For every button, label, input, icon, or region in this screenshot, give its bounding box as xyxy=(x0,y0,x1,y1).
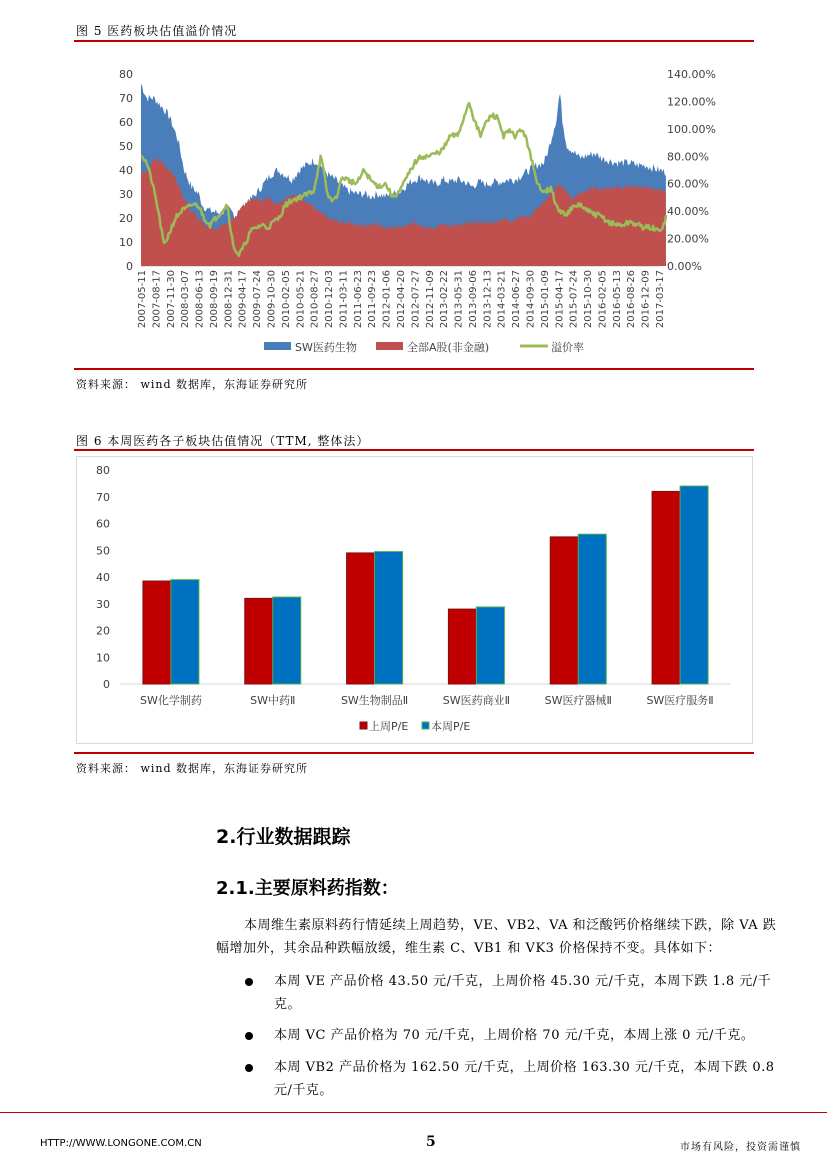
x-tick-label: 2015-04-17 xyxy=(554,270,566,329)
y-tick-label: 40 xyxy=(96,571,110,584)
y-left-tick-label: 20 xyxy=(119,212,133,225)
bar-last-week xyxy=(245,598,273,684)
bullet-dot xyxy=(245,1064,253,1072)
x-category-label: SW化学制药 xyxy=(139,694,202,707)
fig6-source: 资料来源： wind 数据库，东海证券研究所 xyxy=(76,762,309,775)
fig5-chart xyxy=(74,54,754,364)
x-category-label: SW生物制品Ⅱ xyxy=(340,694,409,707)
subsection-heading: 2.1.主要原料药指数： xyxy=(216,878,399,899)
y-right-tick-label: 80.00% xyxy=(667,150,709,164)
x-tick-label: 2013-09-06 xyxy=(467,270,479,329)
x-tick-label: 2014-03-21 xyxy=(496,270,508,329)
y-right-tick-label: 60.00% xyxy=(667,177,709,191)
y-right-tick-label: 20.00% xyxy=(667,232,709,246)
x-tick-label: 2015-07-24 xyxy=(568,269,580,329)
y-left-tick-label: 30 xyxy=(119,188,133,201)
x-tick-label: 2015-10-30 xyxy=(583,270,595,329)
y-right-tick-label: 120.00% xyxy=(667,95,716,109)
x-tick-label: 2014-06-27 xyxy=(511,270,523,329)
x-tick-label: 2012-04-20 xyxy=(396,270,407,329)
x-tick-label: 2012-07-27 xyxy=(410,270,422,329)
x-tick-label: 2013-12-13 xyxy=(482,270,494,329)
bar-this-week xyxy=(375,552,403,684)
x-tick-label: 2010-08-27 xyxy=(309,270,321,329)
x-tick-label: 2016-02-05 xyxy=(597,270,609,329)
x-tick-label: 2009-07-24 xyxy=(252,270,264,329)
x-tick-label: 2014-09-30 xyxy=(525,270,537,329)
x-tick-label: 2008-06-13 xyxy=(194,270,206,329)
x-category-label: SW医药商业Ⅱ xyxy=(442,694,511,707)
footer-slogan: 市场有风险，投资需谨慎 xyxy=(680,1142,801,1153)
x-tick-label: 2016-12-09 xyxy=(640,270,652,329)
fig5-top-rule xyxy=(74,40,754,42)
bar-last-week xyxy=(550,537,578,684)
x-tick-label: 2015-01-09 xyxy=(539,270,551,329)
y-tick-label: 20 xyxy=(96,624,110,638)
bullet-dot xyxy=(245,978,253,986)
fig6-bottom-rule xyxy=(74,752,754,754)
legend-swatch xyxy=(376,342,403,350)
x-tick-label: 2007-05-11 xyxy=(137,270,148,329)
fig6-title: 图 6 本周医药各子板块估值情况（TTM, 整体法） xyxy=(76,434,370,448)
x-tick-label: 2008-09-19 xyxy=(208,270,220,329)
x-category-label: SW医疗器械Ⅱ xyxy=(544,694,612,707)
body-paragraph: 本周维生素原料药行情延续上周趋势，VE、VB2、VA 和泛酸钙价格继续下跌，除 VA 跌幅增加外，其余品种跌幅放缓，维生素 C、VB1 和 VK3 价格保持不变。具体如下： xyxy=(216,918,777,956)
bar-this-week xyxy=(171,580,199,684)
bullet-item-ve: 本周 VE 产品价格 43.50 元/千克，上周价格 45.30 元/千克，本周下跌 1.8 元/千克。 xyxy=(274,974,772,1012)
legend-label: 全部A股(非金融) xyxy=(407,341,490,354)
footer-url[interactable]: HTTP://WWW.LONGONE.COM.CN xyxy=(40,1138,202,1149)
x-category-label: SW医疗服务Ⅱ xyxy=(646,694,714,707)
legend-swatch xyxy=(422,722,429,729)
bar-last-week xyxy=(652,491,680,684)
y-left-tick-label: 10 xyxy=(119,236,133,249)
bar-this-week xyxy=(476,607,504,684)
page-number: 5 xyxy=(426,1134,436,1150)
x-tick-label: 2009-04-17 xyxy=(237,270,249,329)
y-left-tick-label: 60 xyxy=(119,116,133,129)
legend-label: 溢价率 xyxy=(551,341,584,354)
legend-label: 上周P/E xyxy=(369,720,409,733)
legend-label: SW医药生物 xyxy=(295,341,357,354)
x-tick-label: 2010-12-03 xyxy=(324,270,336,329)
fig6-chart xyxy=(76,456,751,742)
footer-rule xyxy=(0,1112,827,1113)
x-tick-label: 2007-11-30 xyxy=(165,270,177,329)
bar-last-week xyxy=(347,553,375,684)
y-tick-label: 50 xyxy=(96,544,110,558)
y-right-tick-label: 0.00% xyxy=(667,260,702,273)
fig5-title: 图 5 医药板块估值溢价情况 xyxy=(76,24,238,38)
legend-swatch xyxy=(264,342,291,350)
x-tick-label: 2013-02-22 xyxy=(439,270,451,329)
x-tick-label: 2011-03-11 xyxy=(338,270,350,329)
y-left-tick-label: 0 xyxy=(126,260,133,273)
bar-this-week xyxy=(273,597,301,684)
x-tick-label: 2007-08-17 xyxy=(151,270,163,329)
x-tick-label: 2008-03-07 xyxy=(180,270,192,329)
y-right-tick-label: 100.00% xyxy=(667,122,716,136)
bar-last-week xyxy=(448,609,476,684)
x-tick-label: 2010-05-21 xyxy=(295,270,307,329)
x-tick-label: 2016-08-26 xyxy=(626,270,638,329)
x-tick-label: 2017-03-17 xyxy=(655,270,666,329)
bullet-dot xyxy=(245,1032,253,1040)
bar-this-week xyxy=(680,486,708,684)
bar-last-week xyxy=(143,581,171,684)
x-tick-label: 2010-02-05 xyxy=(280,270,292,329)
y-right-tick-label: 40.00% xyxy=(667,205,709,219)
x-tick-label: 2016-05-13 xyxy=(611,270,623,329)
y-left-tick-label: 70 xyxy=(119,92,133,105)
legend-swatch xyxy=(360,722,367,729)
y-tick-label: 60 xyxy=(96,517,110,531)
x-tick-label: 2008-12-31 xyxy=(223,270,235,329)
bullet-item-vb2: 本周 VB2 产品价格为 162.50 元/千克，上周价格 163.30 元/千克，本周下跌 0.8 元/千克。 xyxy=(274,1060,775,1098)
fig5-bottom-rule xyxy=(74,368,754,370)
legend-label: 本周P/E xyxy=(431,720,471,733)
y-left-tick-label: 80 xyxy=(119,68,133,81)
y-tick-label: 0 xyxy=(103,678,110,691)
fig6-top-rule xyxy=(74,449,754,451)
x-tick-label: 2012-01-06 xyxy=(381,270,393,329)
y-tick-label: 80 xyxy=(96,464,110,477)
x-tick-label: 2011-09-23 xyxy=(367,270,379,329)
x-category-label: SW中药Ⅱ xyxy=(250,694,296,707)
y-right-tick-label: 140.00% xyxy=(667,68,716,81)
y-tick-label: 30 xyxy=(96,597,110,611)
y-tick-label: 70 xyxy=(96,490,110,504)
bar-this-week xyxy=(578,534,606,684)
bullet-item-vc: 本周 VC 产品价格为 70 元/千克，上周价格 70 元/千克，本周上涨 0 元/千克。 xyxy=(274,1028,755,1043)
x-tick-label: 2013-05-31 xyxy=(453,270,465,329)
section-heading: 2.行业数据跟踪 xyxy=(216,826,351,848)
y-left-tick-label: 50 xyxy=(119,140,133,153)
x-tick-label: 2011-06-23 xyxy=(352,270,364,329)
y-left-tick-label: 40 xyxy=(119,164,133,177)
y-tick-label: 10 xyxy=(96,651,110,665)
fig5-source: 资料来源： wind 数据库，东海证券研究所 xyxy=(76,378,309,391)
x-tick-label: 2012-11-09 xyxy=(424,270,436,329)
x-tick-label: 2009-10-30 xyxy=(266,270,278,329)
